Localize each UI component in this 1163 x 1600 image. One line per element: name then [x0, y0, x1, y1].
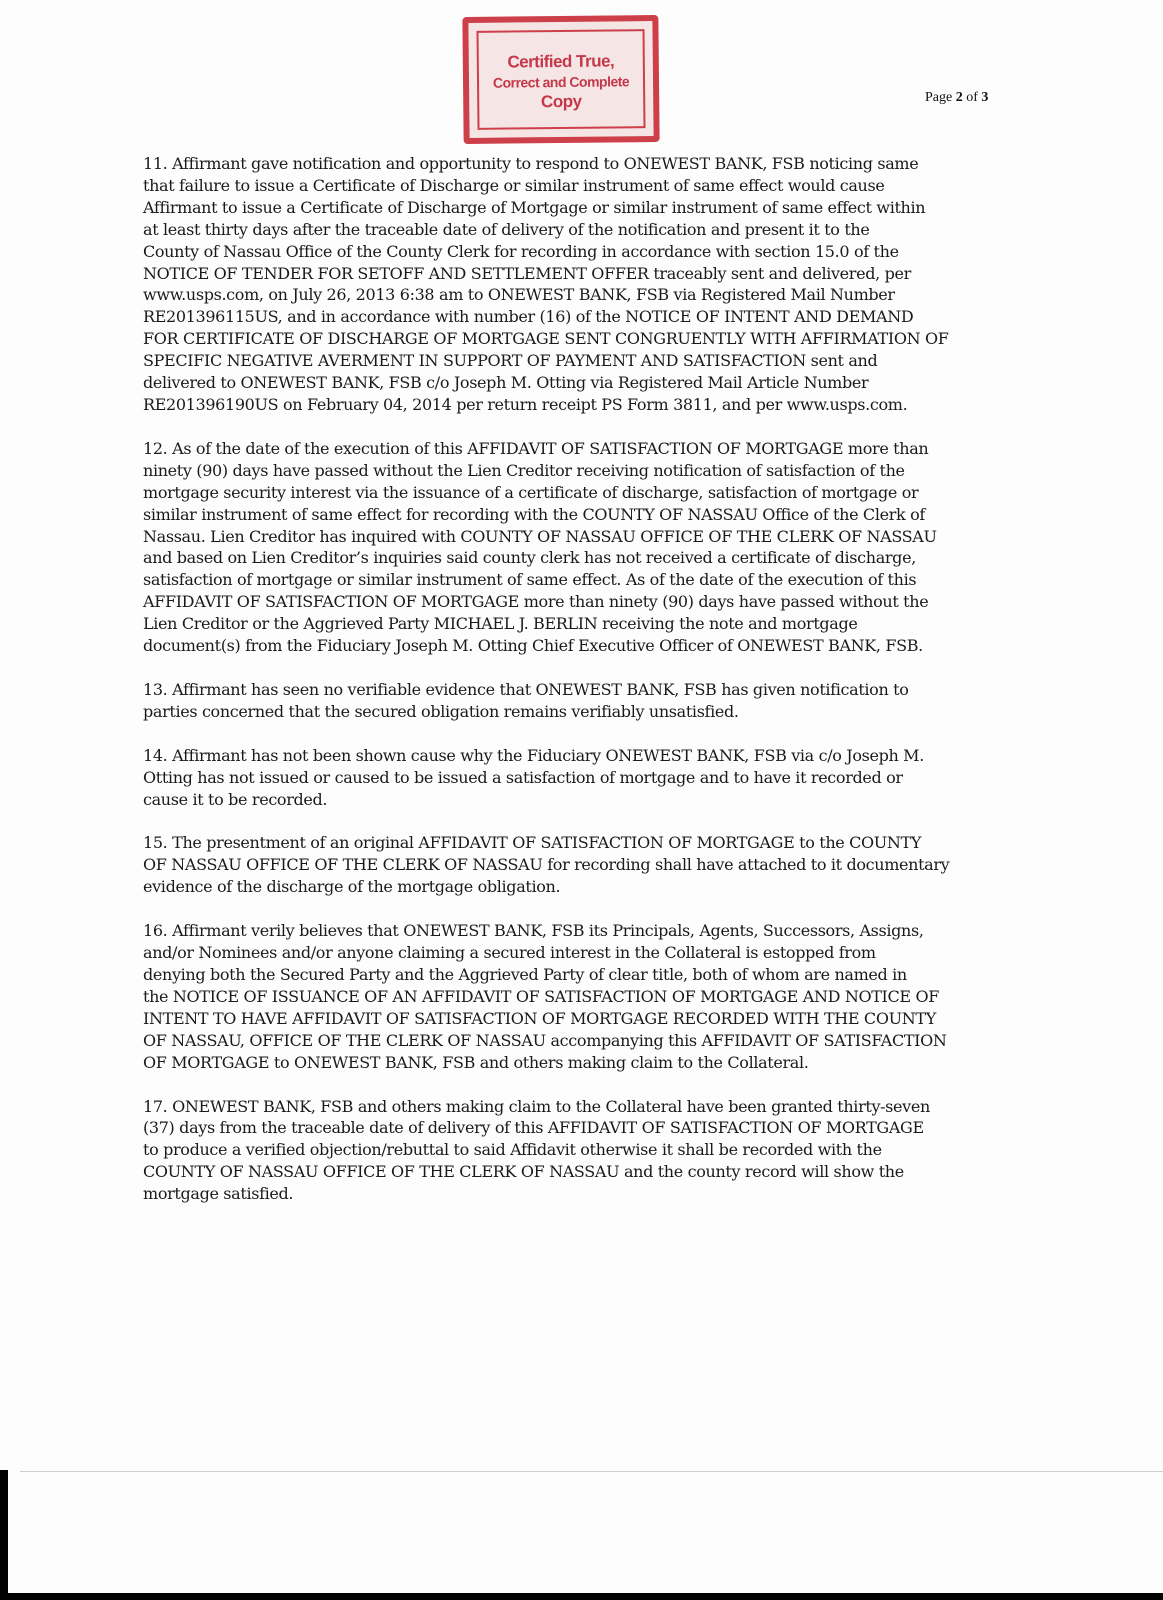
page-number-separator: of [966, 90, 978, 105]
stamp-inner-border [476, 29, 645, 130]
page-number-current: 2 [955, 90, 963, 105]
certified-copy-stamp [462, 15, 659, 144]
paragraph-12: 12. As of the date of the execution of this AFFIDAVIT OF SATISFACTION OF MORTGAGE more than ninety (90) days have passed without the Lien Creditor receiving notification of satisfaction of the mortgage security interest via the issuance of a certificate of discharge, satisfaction of mortgage or similar instrument of same effect for recording with the COUNTY OF NASSAU Office of the Clerk of Nassau. Lien Creditor has inquired with COUNTY OF NASSAU OFFICE OF THE CLERK OF NASSAU and based on Lien Creditor’s inquiries said county clerk has not received a certificate of discharge, satisfaction of mortgage or similar instrument of same effect. As of the date of the execution of this AFFIDAVIT OF SATISFACTION OF MORTGAGE more than ninety (90) days have passed without the Lien Creditor or the Aggrieved Party MICHAEL J. BERLIN receiving the note and mortgage document(s) from the Fiduciary Joseph M. Otting Chief Executive Officer of ONEWEST BANK, FSB. [143, 438, 937, 656]
page-number-prefix: Page [925, 90, 953, 105]
stamp-line-2: Correct and Complete [492, 72, 630, 91]
scan-fold-line [20, 1471, 1163, 1472]
page-number [925, 90, 988, 106]
paragraph-15: 15. The presentment of an original AFFIDAVIT OF SATISFACTION OF MORTGAGE to the COUNTY OF NASSAU OFFICE OF THE CLERK OF NASSAU for recording shall have attached to it documentary evidence of the discharge of the mortgage obligation. [143, 833, 950, 897]
scan-edge-bottom [0, 1593, 1163, 1600]
paragraph-11: 11. Affirmant gave notification and opportunity to respond to ONEWEST BANK, FSB noticing same that failure to issue a Certificate of Discharge or similar instrument of same effect would cause Affirmant to issue a Certificate of Discharge of Mortgage or similar instrument of same effect within at least thirty days after the traceable date of delivery of the notification and present it to the County of Nassau Office of the County Clerk for recording in accordance with section 15.0 of the NOTICE OF TENDER FOR SETOFF AND SETTLEMENT OFFER traceably sent and delivered, per www.usps.com, on July 26, 2013 6:38 am to ONEWEST BANK, FSB via Registered Mail Number RE201396115US, and in accordance with number (16) of the NOTICE OF INTENT AND DEMAND FOR CERTIFICATE OF DISCHARGE OF MORTGAGE SENT CONGRUENTLY WITH AFFIRMATION OF SPECIFIC NEGATIVE AVERMENT IN SUPPORT OF PAYMENT AND SATISFACTION sent and delivered to ONEWEST BANK, FSB c/o Joseph M. Otting via Registered Mail Article Number RE201396190US on February 04, 2014 per return receipt PS Form 3811, and per www.usps.com. [143, 154, 949, 414]
page-number-total: 3 [981, 90, 989, 105]
stamp-line-3: Copy [540, 91, 582, 111]
document-body [143, 153, 993, 1205]
stamp-line-1: Certified True, [507, 50, 615, 72]
paragraph-13: 13. Affirmant has seen no verifiable evidence that ONEWEST BANK, FSB has given notification to parties concerned that the secured obligation remains verifiably unsatisfied. [143, 679, 909, 721]
paragraph-16: 16. Affirmant verily believes that ONEWEST BANK, FSB its Principals, Agents, Successors, Assigns, and/or Nominees and/or anyone claiming a secured interest in the Collateral is estopped from denying both the Secured Party and the Aggrieved Party of clear title, both of whom are named in the NOTICE OF ISSUANCE OF AN AFFIDAVIT OF SATISFACTION OF MORTGAGE AND NOTICE OF INTENT TO HAVE AFFIDAVIT OF SATISFACTION OF MORTGAGE RECORDED WITH THE COUNTY OF NASSAU, OFFICE OF THE CLERK OF NASSAU accompanying this AFFIDAVIT OF SATISFACTION OF MORTGAGE to ONEWEST BANK, FSB and others making claim to the Collateral. [143, 921, 947, 1072]
scan-edge-left [0, 1470, 8, 1600]
paragraph-17: 17. ONEWEST BANK, FSB and others making claim to the Collateral have been granted thirty-seven (37) days from the traceable date of delivery of this AFFIDAVIT OF SATISFACTION OF MORTGAGE to produce a verified objection/rebuttal to said Affidavit otherwise it shall be recorded with the COUNTY OF NASSAU OFFICE OF THE CLERK OF NASSAU and the county record will show the mortgage satisfied. [143, 1096, 930, 1204]
paragraph-14: 14. Affirmant has not been shown cause why the Fiduciary ONEWEST BANK, FSB via c/o Joseph M. Otting has not issued or caused to be issued a satisfaction of mortgage and to have it recorded or cause it to be recorded. [143, 745, 924, 809]
